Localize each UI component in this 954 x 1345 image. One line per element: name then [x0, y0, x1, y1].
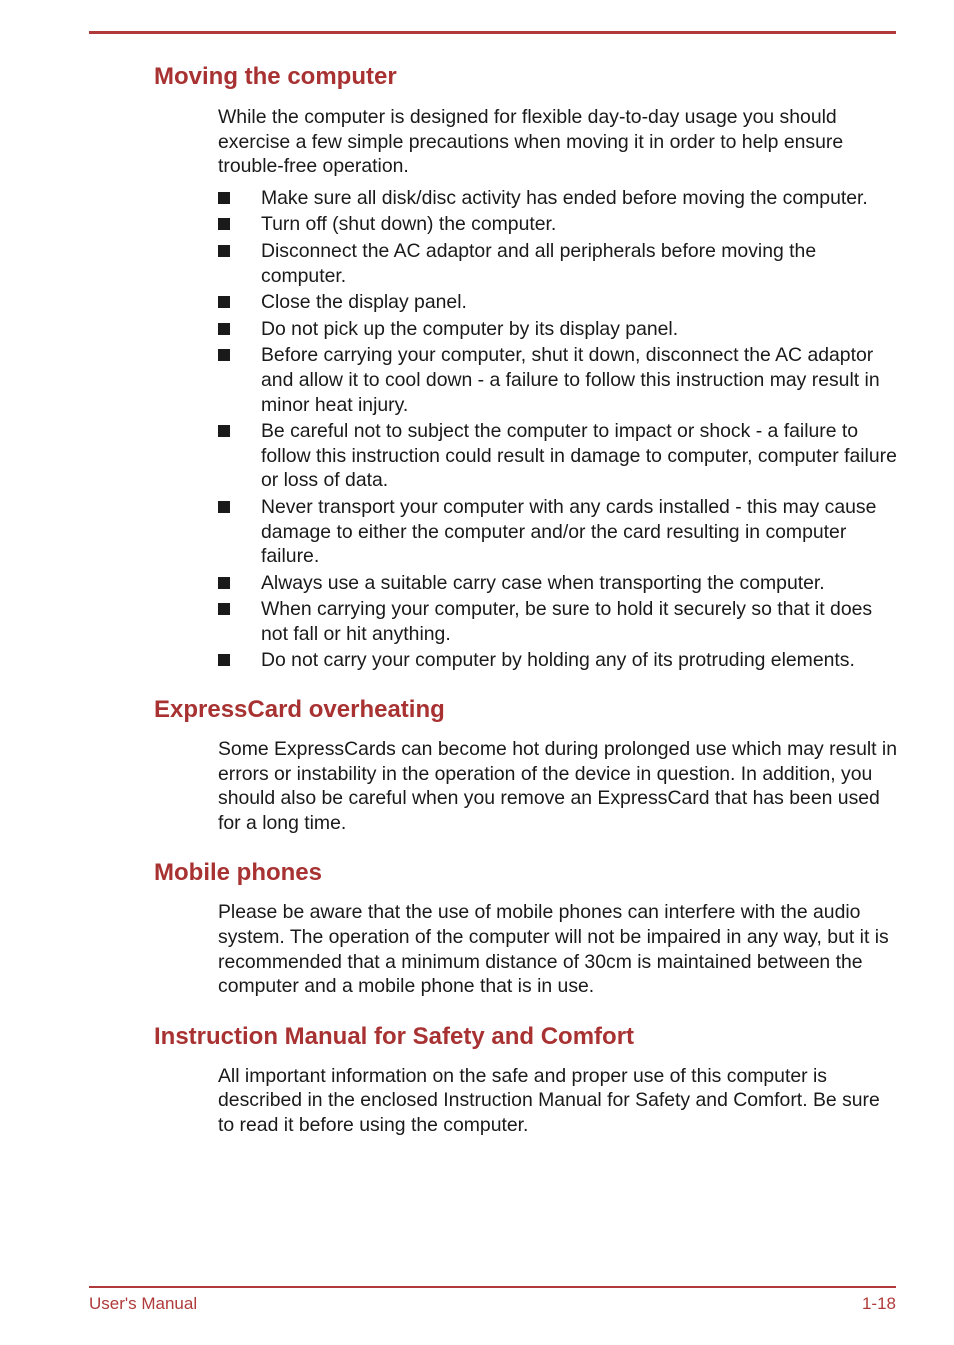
list-item-text: Do not pick up the computer by its display panel.: [261, 317, 679, 340]
bullet-square-icon: [218, 603, 230, 615]
list-item-text: Turn off (shut down) the computer.: [261, 213, 557, 236]
bullet-square-icon: [218, 245, 230, 257]
list-item-text: Make sure all disk/disc activity has ended before moving the computer.: [261, 186, 868, 209]
list-item: [0, 317, 899, 342]
bullet-square-icon: [218, 323, 230, 335]
list-item: [0, 239, 899, 288]
list-item: [0, 343, 899, 417]
list-item: [0, 571, 899, 596]
list-item: [0, 648, 899, 673]
section-title-mobile-phones: Mobile phones: [154, 859, 322, 887]
list-item: [0, 290, 899, 315]
moving-bullet-list: [0, 186, 954, 673]
expresscard-body: Some ExpressCards can become hot during prolonged use which may result in errors or instability in the operation of the device in question. In addition, you should also be careful when you remove an ExpressCard that has been used for a long time.: [218, 738, 898, 834]
moving-intro: While the computer is designed for flexible day-to-day usage you should exercise a few simple precautions when moving it in order to help ensure trouble-free operation.: [218, 106, 844, 178]
list-item: [0, 419, 899, 493]
section-title-expresscard: ExpressCard overheating: [154, 696, 445, 724]
list-item: [0, 597, 899, 646]
mobile-phones-body: Please be aware that the use of mobile phones can interfere with the audio system. The operation of the computer will not be impaired in any way, but it is recommended that a minimum distance of 30cm is maintained between the computer and a mobile phone that is in use.: [218, 901, 889, 998]
list-item-text: Disconnect the AC adaptor and all peripherals before moving the computer.: [261, 239, 817, 287]
list-item-text: Be careful not to subject the computer to impact or shock - a failure to follow this instruction could result in damage to computer, computer failure or loss of data.: [261, 420, 897, 492]
footer-rule: [89, 1286, 896, 1288]
page-content: [0, 62, 954, 1138]
list-item-text: Never transport your computer with any cards installed - this may cause damage to either the computer and/or the card resulting in computer failure.: [261, 495, 877, 568]
list-item: [0, 495, 899, 569]
bullet-square-icon: [218, 654, 230, 666]
list-item-text: Do not carry your computer by holding any of its protruding elements.: [261, 649, 855, 672]
section-title-moving: Moving the computer: [154, 63, 397, 90]
list-item: [0, 186, 899, 211]
bullet-square-icon: [218, 577, 230, 589]
bullet-square-icon: [218, 425, 230, 437]
section-title-instruction-manual: Instruction Manual for Safety and Comfort: [154, 1022, 635, 1050]
header-rule: [89, 31, 896, 34]
instruction-manual-body: All important information on the safe and proper use of this computer is described in the enclosed Instruction Manual for Safety and Comfort. Be sure to read it before using the computer.: [218, 1064, 880, 1136]
list-item-text: Close the display panel.: [261, 291, 467, 314]
list-item-text: Always use a suitable carry case when transporting the computer.: [261, 571, 825, 594]
bullet-square-icon: [218, 349, 230, 361]
list-item-text: When carrying your computer, be sure to hold it securely so that it does not fall or hit anything.: [261, 598, 873, 645]
list-item: [0, 212, 899, 237]
bullet-square-icon: [218, 192, 230, 204]
list-item-text: Before carrying your computer, shut it down, disconnect the AC adaptor and allow it to cool down - a failure to follow this instruction may result in minor heat injury.: [261, 344, 880, 416]
bullet-square-icon: [218, 218, 230, 230]
bullet-square-icon: [218, 296, 230, 308]
bullet-square-icon: [218, 501, 230, 513]
footer-page-number: 1-18: [861, 1294, 896, 1313]
footer-document-title: User's Manual: [89, 1294, 198, 1313]
